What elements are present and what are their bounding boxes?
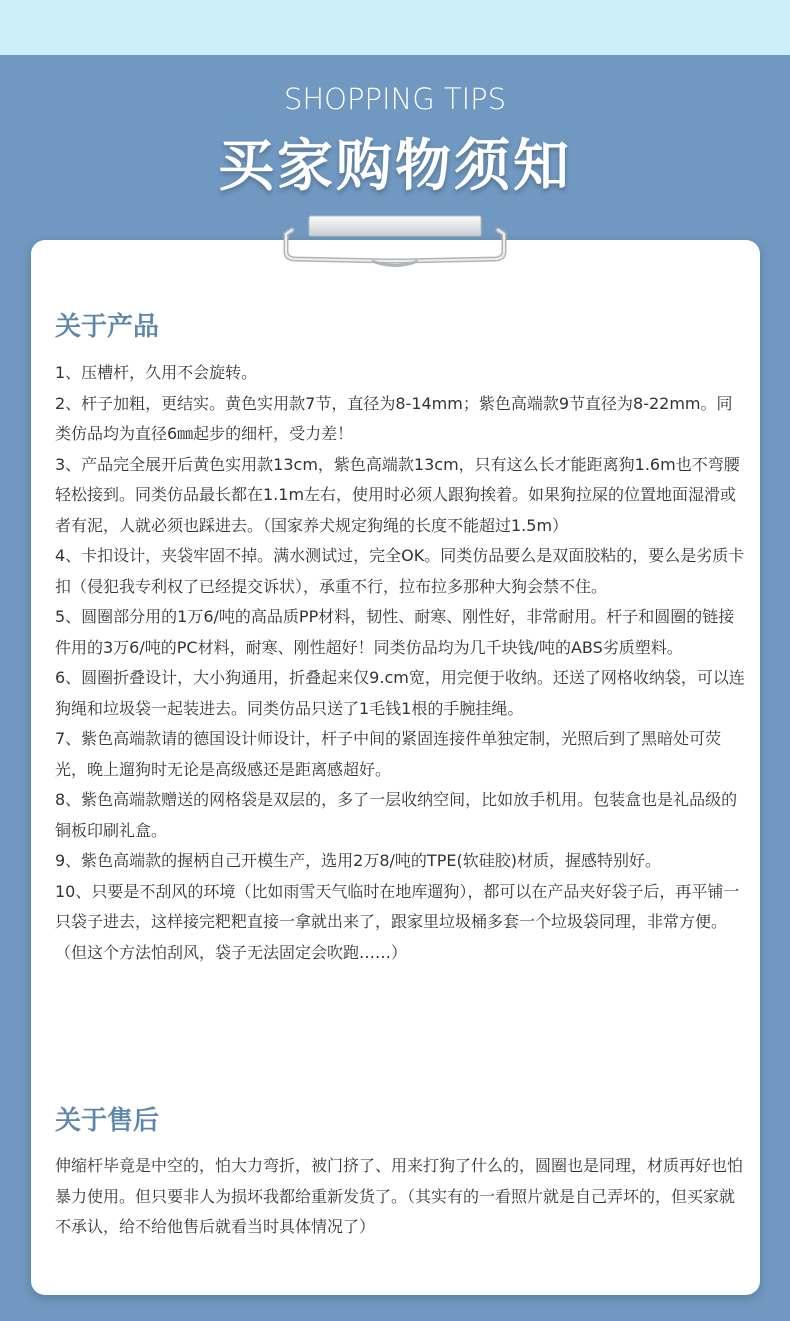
product-item: 4、卡扣设计，夹袋牢固不掉。满水测试过，完全OK。同类仿品要么是双面胶粘的，要么是劣质卡扣（侵犯我专利权了已经提交诉状），承重不行，拉布拉多那种大狗会禁不住。 xyxy=(55,546,745,596)
product-item: 10、只要是不刮风的环境（比如雨雪天气临时在地库遛狗），都可以在产品夹好袋子后，再平铺一只袋子进去，这样接完粑粑直接一拿就出来了，跟家里垃圾桶多套一个垃圾袋同理，非常方便。（但这个方法怕刮风，袋子无法固定会吹跑……） xyxy=(55,881,740,962)
header-title: 买家购物须知 xyxy=(218,134,572,199)
after-sales-paragraph: 伸缩杆毕竟是中空的，怕大力弯折，被门挤了、用来打狗了什么的，圆圈也是同理，材质再好也怕暴力使用。但只要非人为损坏我都给重新发货了。（其实有的一看照片就是自己弄坏的，但买家就不承认，给不给他售后就看当时具体情况了） xyxy=(55,1156,744,1236)
section-title-product: 关于产品 xyxy=(55,312,160,342)
product-item: 9、紫色高端款的握柄自己开模生产，选用2万8/吨的TPE(软硅胶)材质，握感特别好。 xyxy=(55,851,661,870)
header-subtitle: SHOPPING TIPS xyxy=(283,82,507,116)
product-list xyxy=(55,358,745,968)
product-item: 7、紫色高端款请的德国设计师设计，杆子中间的紧固连接件单独定制，光照后到了黑暗处可荧光，晚上遛狗时无论是高级感还是距离感超好。 xyxy=(55,729,722,779)
product-item: 8、紫色高端款赠送的网格袋是双层的，多了一层收纳空间，比如放手机用。包装盒也是礼品级的铜板印刷礼盒。 xyxy=(55,790,738,840)
section-title-after-sales: 关于售后 xyxy=(55,1106,160,1136)
product-item: 5、圆圈部分用的1万6/吨的高品质PP材料，韧性、耐寒、刚性好，非常耐用。杆子和圆圈的链接件用的3万6/吨的PC材料，耐寒、刚性超好！同类仿品均为几千块钱/吨的ABS劣质塑料。 xyxy=(55,607,735,657)
product-item: 3、产品完全展开后黄色实用款13cm，紫色高端款13cm，只有这么长才能距离狗1.6m也不弯腰轻松接到。同类仿品最长都在1.1m左右，使用时必须人跟狗挨着。如果狗拉屎的位置地面湿滑或者有泥，人就必须也踩进去。（国家养犬规定狗绳的长度不能超过1.5m） xyxy=(55,454,740,535)
top-band xyxy=(0,0,790,55)
product-item: 1、压槽杆，久用不会旋转。 xyxy=(55,363,258,382)
product-item: 6、圆圈折叠设计，大小狗通用，折叠起来仅9.cm宽，用完便于收纳。还送了网格收纳袋，可以连狗绳和垃圾袋一起装进去。同类仿品只送了1毛钱1根的手腕挂绳。 xyxy=(55,668,745,718)
after-sales-text xyxy=(55,1151,745,1243)
tips-card xyxy=(31,240,760,1295)
clipboard-clip-icon xyxy=(282,214,508,270)
product-item: 2、杆子加粗，更结实。黄色实用款7节，直径为8-14mm；紫色高端款9节直径为8-22mm。同类仿品均为直径6㎜起步的细杆，受力差！ xyxy=(55,393,733,443)
